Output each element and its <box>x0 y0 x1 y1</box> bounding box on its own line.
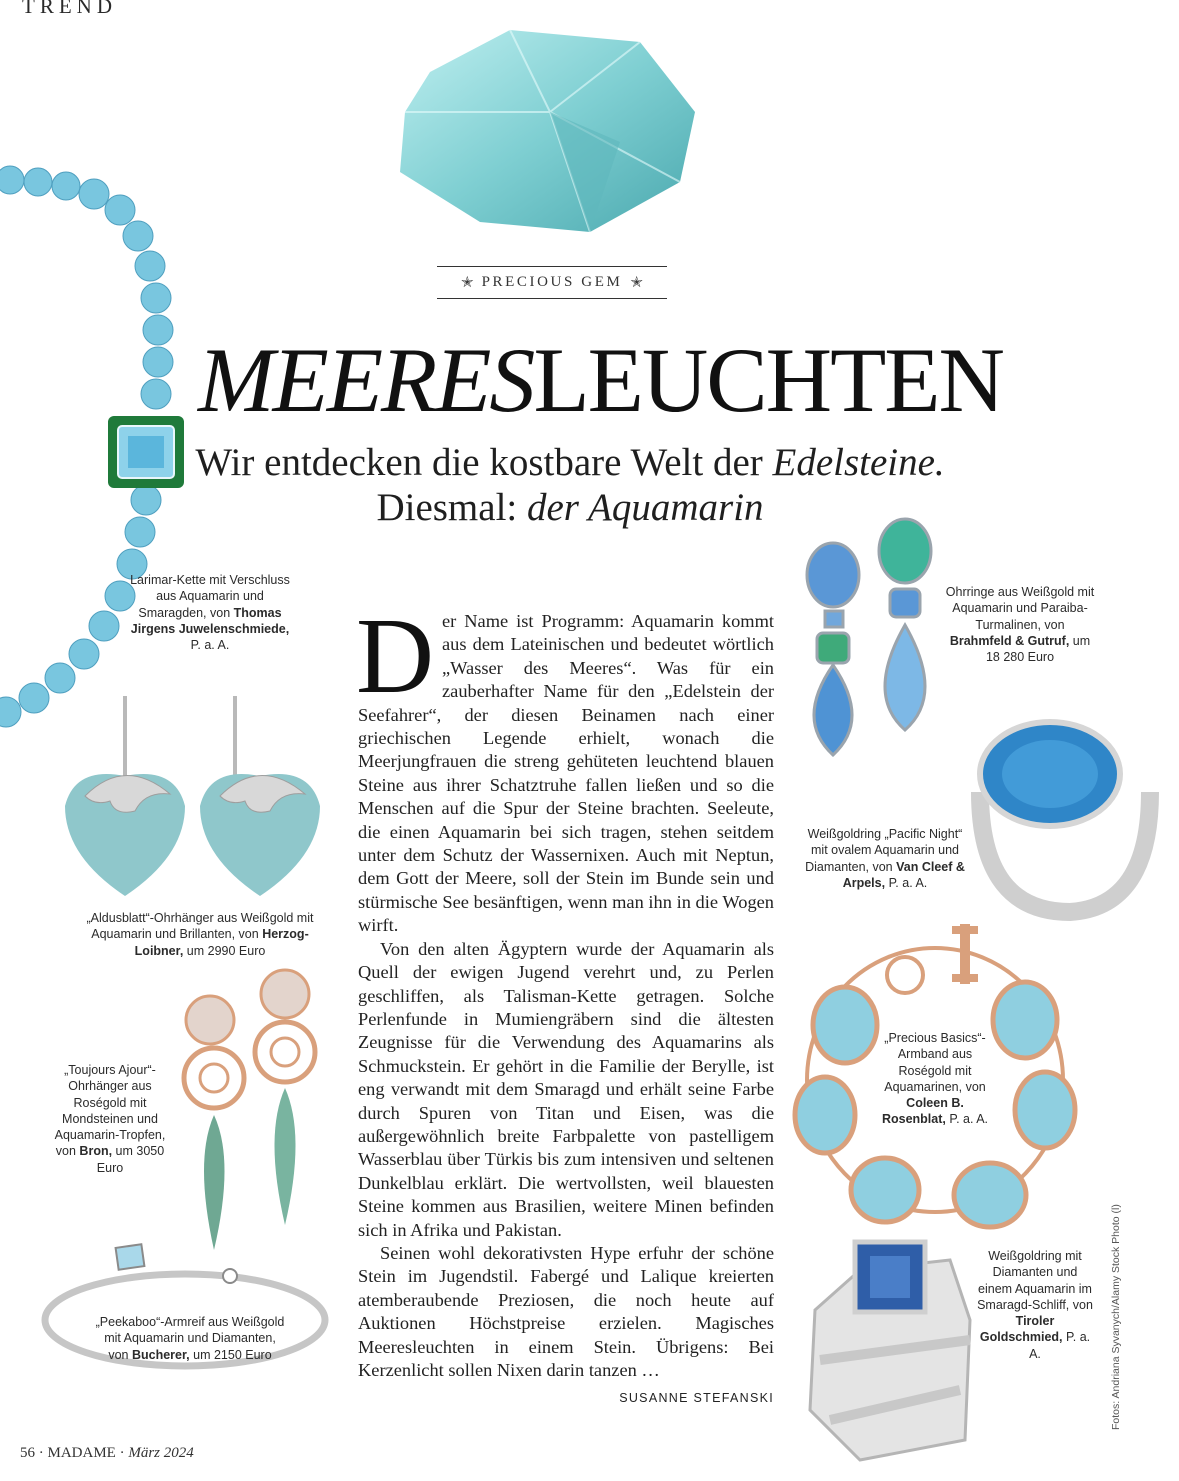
star-right-icon: ✭ <box>630 275 643 291</box>
article-paragraph <box>358 1242 774 1406</box>
caption-brand: Tiroler Goldschmied, <box>979 1314 1063 1345</box>
caption-bracelet <box>875 1030 995 1128</box>
drop-earrings-image <box>795 515 955 765</box>
photo-credit <box>1110 1100 1130 1430</box>
section-label: TREND <box>22 0 117 18</box>
kicker-label: PRECIOUS GEM <box>481 274 623 290</box>
photo-credit-text: Fotos: Andriana Syvanych/Alamy Stock Photo (l) <box>1110 1204 1122 1430</box>
article-body <box>356 597 774 1411</box>
caption-price: P. a. A. <box>190 638 230 653</box>
kicker <box>437 266 667 299</box>
caption-price: um 2990 Euro <box>186 943 266 958</box>
subheadline-line2: Diesmal: <box>376 486 527 529</box>
emerald-ring-image <box>800 1240 980 1465</box>
headline-roman: LEUCHTEN <box>533 329 1003 431</box>
headline <box>198 329 1003 431</box>
subheadline-line1-italic: Edelsteine. <box>772 441 945 484</box>
caption-brand: Van Cleef & Arpels, <box>842 859 965 890</box>
caption-brand: Herzog-Loibner, <box>134 927 309 958</box>
caption-text: Ohrringe aus Weißgold mit Aquamarin und Paraiba-Turmalinen, von <box>945 585 1095 632</box>
caption-necklace <box>130 572 290 653</box>
footer-page: 56 · MADAME · <box>20 1445 129 1461</box>
caption-brand: Brahmfeld & Gutruf, <box>949 633 1070 648</box>
caption-emerald-ring <box>975 1248 1095 1362</box>
footer-issue: März 2024 <box>128 1445 194 1461</box>
caption-price: P. a. A. <box>888 875 928 890</box>
raw-aquamarine-image <box>390 22 720 242</box>
headline-italic: MEERES <box>198 329 534 431</box>
subheadline-line2-italic: der Aquamarin <box>527 486 764 529</box>
caption-text: „Precious Basics“-Armband aus Roségold mit Aquamarinen, von <box>884 1031 986 1094</box>
caption-price: P. a. A. <box>1029 1330 1091 1361</box>
caption-rose-earrings <box>50 1062 170 1176</box>
pacific-ring-image <box>960 712 1165 917</box>
caption-text: „Peekaboo“-Armreif aus Weißgold mit Aquamarin und Diamanten, von <box>95 1315 285 1362</box>
caption-text: Weißgoldring mit Diamanten und einem Aquamarin im Smaragd-Schliff, von <box>977 1249 1093 1312</box>
caption-heart-earrings <box>80 910 320 959</box>
article-paragraph: Von den alten Ägyptern wurde der Aquamarin als Quell der ewigen Jugend verehrt und, zu Perlen geschliffen, als Talisman-Kette getragen. Solche Perlenfunde in Mumiengräbern sind die ältesten Zeugnisse für die Verwendung des Aquamarins als Schmuckstein. Er gehört in die Familie der Berylle, ist eng verwandt mit dem Smaragd und erhält seine Farbe durch Spuren von Titan und Eisen, was die außergewöhnlich breite Farbpalette von pastelligem Wasserblau über Türkis bis zum intensiven und seltenen Dunkelblau erklärt. Die wertvollsten, weil blauesten Steine kommen aus Brasilien, weitere Minen befinden sich in Afrika und Pakistan. <box>358 938 774 1240</box>
dropcap: D <box>356 597 434 716</box>
caption-drop-earrings <box>945 584 1095 665</box>
paragraph-text: er Name ist Programm: Aquamarin kommt aus dem Lateinischen und bedeutet wörtlich „Wasser des Meeres“. Was für ein zauberhafter Name für den „Edelstein der Seefahrer“, der diesen Beinamen nach einer griechischen Legende erhielt, wonach die Meerjungfrauen die streng gehüteten leuchtend blauen Steine aus ihrer Schatztruhe fallen ließen und so die Menschen auf die Spur der Steine brachten. Seeleute, die einen Aquamarin bei sich tragen, stehen seitdem unter dem Schutz der Wassernixen. Auch mit Neptun, dem Gott der Meere, soll der Stein im Bunde sein und stürmische See besänftigen, wenn man ihn in die Wogen wirft. <box>358 611 774 936</box>
caption-brand: Bron, <box>79 1144 113 1159</box>
caption-pacific-ring <box>805 826 965 891</box>
subheadline-line1: Wir entdecken die kostbare Welt der <box>195 441 773 484</box>
author: SUSANNE STEFANSKI <box>619 1391 774 1406</box>
caption-bangle <box>95 1314 285 1363</box>
caption-price: um 2150 Euro <box>193 1347 272 1362</box>
caption-price: P. a. A. <box>949 1112 989 1127</box>
paragraph-text: Seinen wohl dekorativsten Hype erfuhr der schöne Stein im Jugendstil. Fabergé und Lalique kreierten atemberaubende Preziosen, die noch heute auf Auktionen Höchstpreise erzielen. Magisches Meeresleuchten in einem Stein. Übrigens: Bei Kerzenlicht sollen Nixen darin tanzen … <box>358 1242 774 1380</box>
caption-text: Weißgoldring „Pacific Night“ mit ovalem Aquamarin und Diamanten, von <box>805 827 963 874</box>
article-paragraph <box>356 597 774 938</box>
footer <box>20 1445 194 1462</box>
caption-text: Larimar-Kette mit Verschluss aus Aquamarin und Smaragden, von <box>130 573 290 620</box>
caption-text: „Toujours Ajour“-Ohrhänger aus Roségold mit Mondsteinen und Aquamarin-Tropfen, von <box>54 1063 166 1159</box>
caption-brand: Bucherer, <box>131 1347 190 1362</box>
heart-earrings-image <box>55 696 335 906</box>
caption-text: „Aldusblatt“-Ohrhänger aus Weißgold mit Aquamarin und Brillanten, von <box>86 911 314 942</box>
caption-brand: Coleen B. Rosenblat, <box>881 1096 964 1127</box>
star-left-icon: ✭ <box>461 275 474 291</box>
caption-price: um 3050 Euro <box>96 1144 165 1175</box>
caption-price: um 18 280 Euro <box>985 633 1091 665</box>
rose-earrings-image <box>180 970 320 1255</box>
caption-brand: Thomas Jirgens Juwelenschmiede, <box>130 605 290 636</box>
